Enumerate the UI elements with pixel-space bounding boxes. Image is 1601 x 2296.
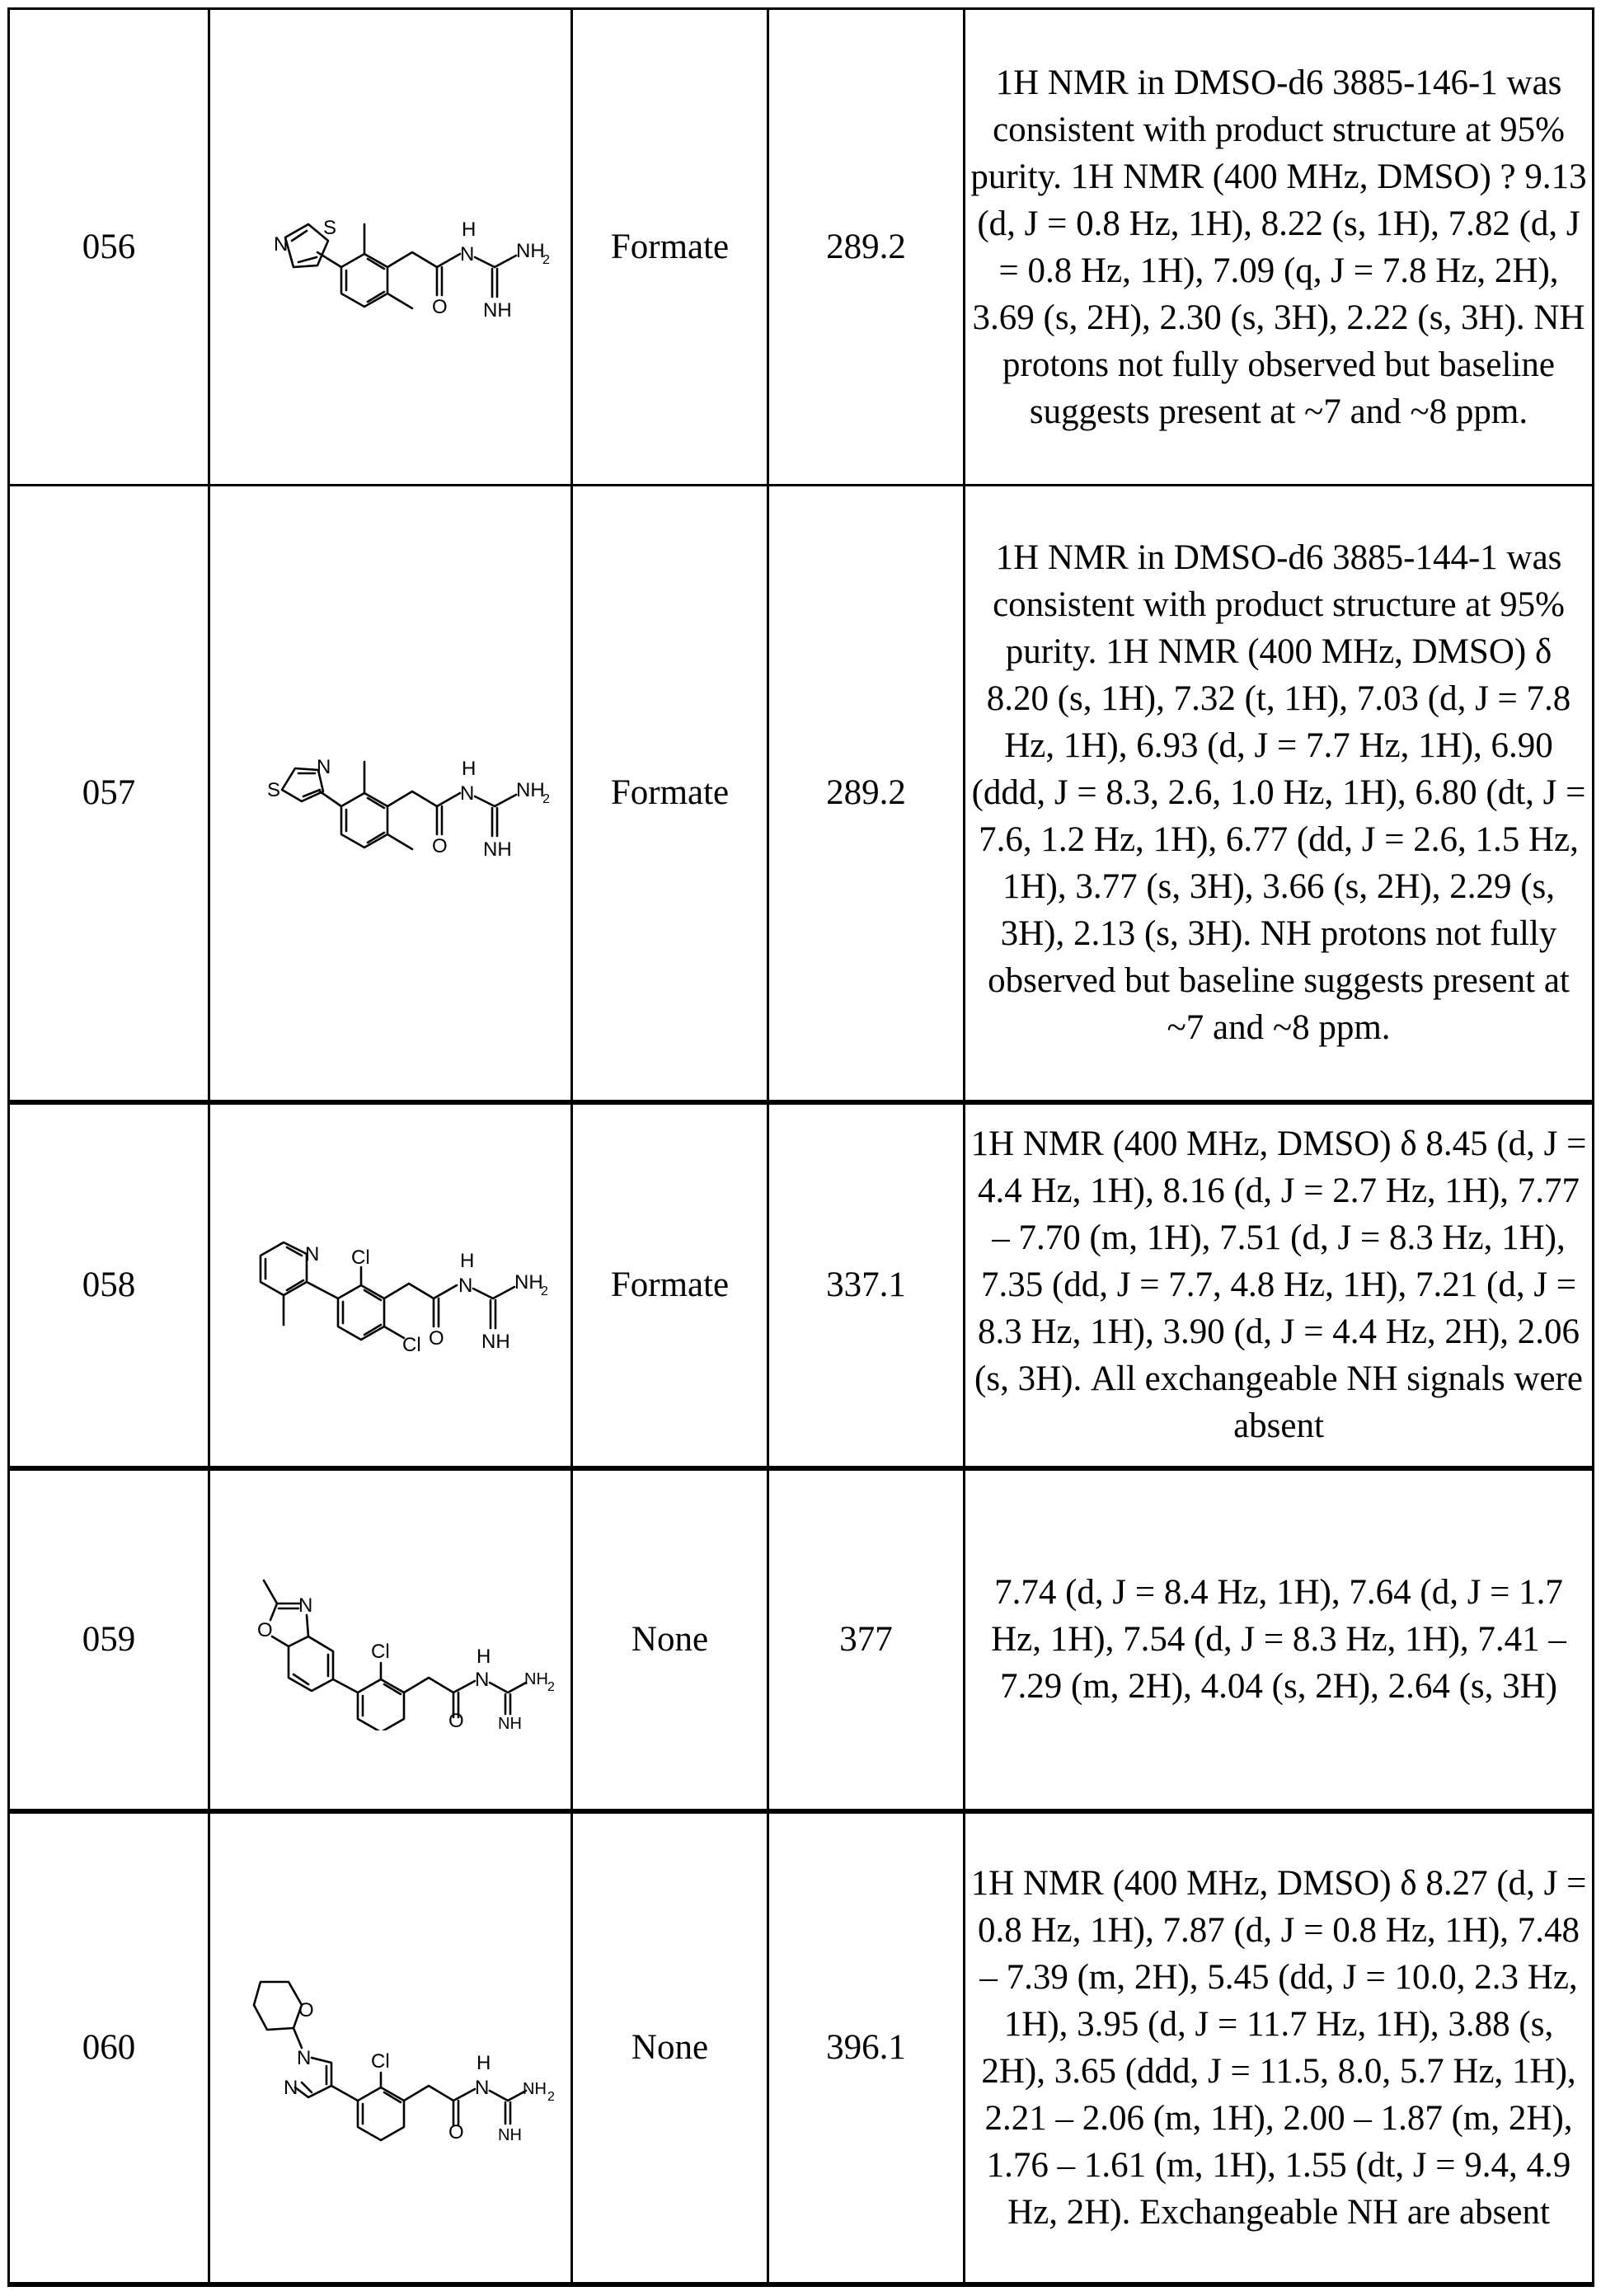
svg-text:NH: NH — [481, 1330, 510, 1353]
nmr-data: 7.74 (d, J = 8.4 Hz, 1H), 7.64 (d, J = 1.7 Hz, 1H), 7.54 (d, J = 8.3 Hz, 1H), 7.41 – 7.29 (m, 2H), 4.04 (s, 2H), 2.64 (s, 3H) — [965, 1468, 1594, 1811]
svg-text:N: N — [298, 1594, 312, 1617]
mass-value: 289.2 — [768, 9, 965, 486]
compound-id: 060 — [9, 1811, 209, 2284]
svg-text:2: 2 — [547, 1679, 555, 1694]
svg-text:O: O — [448, 2120, 464, 2143]
svg-text:2: 2 — [542, 252, 550, 267]
svg-text:H: H — [459, 1249, 474, 1272]
svg-text:Cl: Cl — [370, 2049, 390, 2073]
svg-text:N: N — [474, 2076, 489, 2099]
svg-text:2: 2 — [540, 1284, 548, 1298]
compound-id: 056 — [9, 9, 209, 486]
mass-value: 337.1 — [768, 1102, 965, 1468]
salt-form: Formate — [572, 486, 768, 1102]
compound-id: 058 — [9, 1102, 209, 1468]
salt-form: None — [572, 1468, 768, 1811]
table-row — [9, 1811, 1594, 2284]
structure-060-image — [226, 1941, 556, 2155]
svg-text:O: O — [256, 1618, 273, 1641]
svg-text:H: H — [461, 757, 476, 780]
svg-text:Cl: Cl — [401, 1333, 421, 1356]
svg-text:O: O — [448, 1709, 464, 1730]
structure-056-image — [226, 165, 556, 330]
salt-form: Formate — [572, 1102, 768, 1468]
svg-text:S: S — [322, 216, 336, 239]
svg-text:S: S — [266, 778, 280, 801]
svg-text:NH: NH — [497, 1714, 522, 1730]
svg-text:NH: NH — [497, 2125, 522, 2144]
compound-table — [7, 7, 1594, 2287]
svg-text:N: N — [316, 755, 331, 778]
svg-text:NH: NH — [482, 298, 512, 322]
nmr-data: 1H NMR (400 MHz, DMSO) δ 8.27 (d, J = 0.8 Hz, 1H), 7.87 (d, J = 0.8 Hz, 1H), 7.48 – 7.39 (m, 2H), 5.45 (dd, J = 10.0, 2.3 Hz, 1H), 3.95 (d, J = 11.7 Hz, 1H), 3.88 (s, 2H), 3.65 (ddd, J = 11.5, 8.0, 5.7 Hz, 1H), 2.21 – 2.06 (m, 1H), 2.00 – 1.87 (m, 2H), 1.76 – 1.61 (m, 1H), 1.55 (dt, J = 9.4, 4.9 Hz, 2H). Exchangeable NH are absent — [965, 1811, 1594, 2284]
svg-text:Cl: Cl — [370, 1640, 390, 1663]
svg-text:N: N — [283, 2076, 298, 2099]
svg-text:N: N — [459, 782, 474, 805]
chemical-structure — [209, 486, 572, 1102]
svg-text:O: O — [428, 1326, 444, 1350]
svg-text:H: H — [476, 1645, 491, 1668]
table-row — [9, 1468, 1594, 1811]
svg-text:NH: NH — [515, 239, 545, 262]
salt-form: Formate — [572, 9, 768, 486]
compound-id: 059 — [9, 1468, 209, 1811]
nmr-data: 1H NMR (400 MHz, DMSO) δ 8.45 (d, J = 4.4 Hz, 1H), 8.16 (d, J = 2.7 Hz, 1H), 7.77 – 7.70 (m, 1H), 7.51 (d, J = 8.3 Hz, 1H), 7.35 (dd, J = 7.7, 4.8 Hz, 1H), 7.21 (d, J = 8.3 Hz, 1H), 3.90 (d, J = 4.4 Hz, 2H), 2.06 (s, 3H). All exchangeable NH signals were absent — [965, 1102, 1594, 1468]
chemical-structure — [209, 1811, 572, 2284]
svg-text:NH: NH — [514, 1270, 543, 1294]
svg-text:NH: NH — [523, 1669, 548, 1688]
table-row — [9, 1102, 1594, 1468]
svg-text:Cl: Cl — [350, 1246, 370, 1269]
table-row — [9, 486, 1594, 1102]
svg-text:N: N — [273, 232, 288, 256]
svg-text:H: H — [476, 2051, 491, 2074]
svg-text:O: O — [431, 295, 448, 318]
svg-text:2: 2 — [547, 2089, 555, 2104]
svg-text:N: N — [459, 242, 474, 265]
svg-text:NH: NH — [482, 838, 512, 861]
structure-058-image — [226, 1203, 556, 1368]
svg-text:N: N — [458, 1274, 472, 1297]
structure-059-image — [226, 1549, 556, 1730]
structure-057-image — [226, 711, 556, 876]
chemical-structure — [209, 1468, 572, 1811]
mass-value: 377 — [768, 1468, 965, 1811]
svg-text:NH: NH — [522, 2079, 547, 2098]
mass-value: 396.1 — [768, 1811, 965, 2284]
compound-id: 057 — [9, 486, 209, 1102]
svg-text:O: O — [431, 834, 448, 857]
mass-value: 289.2 — [768, 486, 965, 1102]
salt-form: None — [572, 1811, 768, 2284]
chemical-structure — [209, 1102, 572, 1468]
svg-text:NH: NH — [515, 778, 545, 801]
chemical-structure — [209, 9, 572, 486]
table-row — [9, 9, 1594, 486]
svg-text:N: N — [304, 1242, 319, 1265]
svg-text:N: N — [296, 2046, 311, 2069]
svg-text:O: O — [298, 1998, 314, 2021]
nmr-data: 1H NMR in DMSO-d6 3885-146-1 was consistent with product structure at 95% purity. 1H NMR (400 MHz, DMSO) ? 9.13 (d, J = 0.8 Hz, 1H), 8.22 (s, 1H), 7.82 (d, J = 0.8 Hz, 1H), 7.09 (q, J = 7.8 Hz, 2H), 3.69 (s, 2H), 2.30 (s, 3H), 2.22 (s, 3H). NH protons not fully observed but baseline suggests present at ~7 and ~8 ppm. — [965, 9, 1594, 486]
svg-text:H: H — [461, 218, 476, 241]
nmr-data: 1H NMR in DMSO-d6 3885-144-1 was consistent with product structure at 95% purity. 1H NMR (400 MHz, DMSO) δ 8.20 (s, 1H), 7.32 (t, 1H), 7.03 (d, J = 7.8 Hz, 1H), 6.93 (d, J = 7.7 Hz, 1H), 6.90 (ddd, J = 8.3, 2.6, 1.0 Hz, 1H), 6.80 (dt, J = 7.6, 1.2 Hz, 1H), 6.77 (dd, J = 2.6, 1.5 Hz, 1H), 3.77 (s, 3H), 3.66 (s, 2H), 2.29 (s, 3H), 2.13 (s, 3H). NH protons not fully observed but baseline suggests present at ~7 and ~8 ppm. — [965, 486, 1594, 1102]
svg-text:N: N — [474, 1668, 489, 1691]
svg-text:2: 2 — [542, 791, 550, 806]
